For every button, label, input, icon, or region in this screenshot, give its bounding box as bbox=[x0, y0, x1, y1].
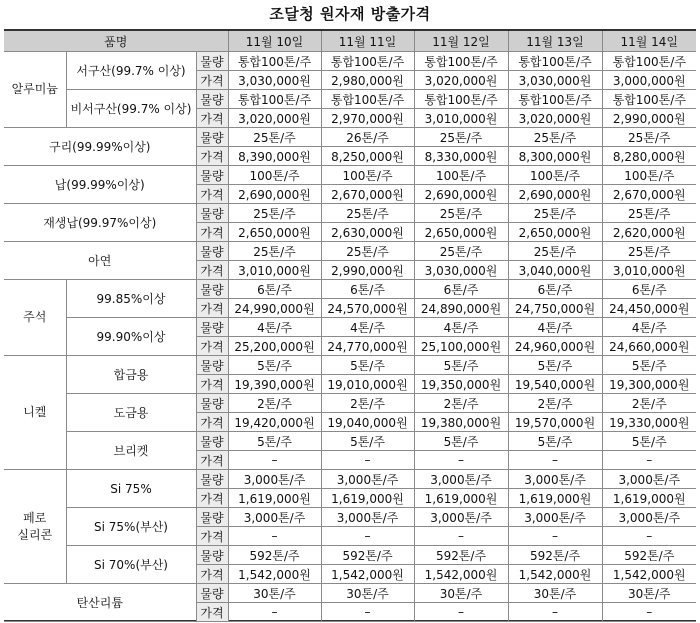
price-cell: 1,619,000원 bbox=[508, 489, 602, 508]
quantity-cell: 25톤/주 bbox=[321, 204, 414, 223]
table-row bbox=[4, 52, 696, 71]
date-header: 11월 13일 bbox=[508, 31, 602, 52]
quantity-cell: 6톤/주 bbox=[228, 280, 321, 299]
quantity-cell: 3,000톤/주 bbox=[321, 470, 414, 489]
price-cell: 2,670,000원 bbox=[602, 185, 696, 204]
price-cell: 19,420,000원 bbox=[228, 413, 321, 432]
quantity-cell: 3,000톤/주 bbox=[602, 470, 696, 489]
quantity-cell: 5톤/주 bbox=[321, 356, 414, 375]
quantity-cell: 2톤/주 bbox=[321, 394, 414, 413]
quantity-cell: 4톤/주 bbox=[508, 318, 602, 337]
price-cell: – bbox=[228, 527, 321, 546]
price-label: 가격 bbox=[196, 299, 228, 318]
quantity-cell: 30톤/주 bbox=[228, 584, 321, 603]
subitem-name-cell: 합금용 bbox=[66, 356, 196, 394]
table-row bbox=[4, 204, 696, 223]
quantity-label: 물량 bbox=[196, 546, 228, 565]
price-cell: 2,990,000원 bbox=[602, 109, 696, 128]
price-cell: 3,000,000원 bbox=[602, 71, 696, 90]
item-name-cell: 구리(99.99%이상) bbox=[4, 128, 196, 166]
item-name-cell: 납(99.99%이상) bbox=[4, 166, 196, 204]
quantity-cell: 통합100톤/주 bbox=[414, 52, 508, 71]
table-row bbox=[4, 90, 696, 109]
quantity-cell: 5톤/주 bbox=[321, 432, 414, 451]
quantity-cell: 30톤/주 bbox=[321, 584, 414, 603]
price-cell: 3,040,000원 bbox=[508, 261, 602, 280]
price-cell: 1,542,000원 bbox=[321, 565, 414, 584]
date-header: 11월 11일 bbox=[321, 31, 414, 52]
group-name-cell: 페로 실리콘 bbox=[4, 470, 66, 584]
subitem-name-cell: 99.85%이상 bbox=[66, 280, 196, 318]
quantity-cell: 25톤/주 bbox=[414, 204, 508, 223]
quantity-cell: 5톤/주 bbox=[602, 432, 696, 451]
quantity-cell: 5톤/주 bbox=[414, 432, 508, 451]
table-row bbox=[4, 584, 696, 603]
table-row bbox=[4, 280, 696, 299]
price-label: 가격 bbox=[196, 337, 228, 356]
price-cell: 2,990,000원 bbox=[321, 261, 414, 280]
price-cell: – bbox=[602, 527, 696, 546]
quantity-cell: 25톤/주 bbox=[228, 204, 321, 223]
price-cell: 24,750,000원 bbox=[508, 299, 602, 318]
quantity-cell: 592톤/주 bbox=[228, 546, 321, 565]
table-row bbox=[4, 508, 696, 527]
quantity-cell: 5톤/주 bbox=[508, 432, 602, 451]
quantity-cell: 100톤/주 bbox=[228, 166, 321, 185]
quantity-cell: 3,000톤/주 bbox=[321, 508, 414, 527]
quantity-cell: 592톤/주 bbox=[508, 546, 602, 565]
price-cell: 24,890,000원 bbox=[414, 299, 508, 318]
price-cell: 2,690,000원 bbox=[414, 185, 508, 204]
price-label: 가격 bbox=[196, 185, 228, 204]
price-cell: – bbox=[414, 527, 508, 546]
price-cell: 19,010,000원 bbox=[321, 375, 414, 394]
quantity-cell: 3,000톤/주 bbox=[508, 508, 602, 527]
price-cell: 24,770,000원 bbox=[321, 337, 414, 356]
subitem-name-cell: Si 75% bbox=[66, 470, 196, 508]
subitem-name-cell: 비서구산(99.7% 이상) bbox=[66, 90, 196, 128]
quantity-cell: 592톤/주 bbox=[602, 546, 696, 565]
item-name-cell: 탄산리튬 bbox=[4, 584, 196, 622]
subitem-name-cell: 99.90%이상 bbox=[66, 318, 196, 356]
quantity-cell: 6톤/주 bbox=[414, 280, 508, 299]
quantity-cell: 4톤/주 bbox=[602, 318, 696, 337]
quantity-cell: 30톤/주 bbox=[414, 584, 508, 603]
quantity-cell: 3,000톤/주 bbox=[228, 470, 321, 489]
quantity-cell: 3,000톤/주 bbox=[414, 470, 508, 489]
price-cell: – bbox=[602, 603, 696, 622]
header-row bbox=[4, 31, 696, 52]
quantity-cell: 통합100톤/주 bbox=[602, 52, 696, 71]
date-header: 11월 12일 bbox=[414, 31, 508, 52]
quantity-label: 물량 bbox=[196, 128, 228, 147]
price-label: 가격 bbox=[196, 71, 228, 90]
quantity-cell: 100톤/주 bbox=[602, 166, 696, 185]
quantity-cell: 5톤/주 bbox=[228, 432, 321, 451]
page-title: 조달청 원자재 방출가격 bbox=[269, 5, 431, 23]
item-name-cell: 아연 bbox=[4, 242, 196, 280]
price-cell: 8,300,000원 bbox=[508, 147, 602, 166]
price-cell: 1,542,000원 bbox=[414, 565, 508, 584]
price-cell: 1,619,000원 bbox=[602, 489, 696, 508]
price-label: 가격 bbox=[196, 375, 228, 394]
price-cell: – bbox=[508, 527, 602, 546]
price-label: 가격 bbox=[196, 413, 228, 432]
price-cell: 19,040,000원 bbox=[321, 413, 414, 432]
quantity-cell: 100톤/주 bbox=[414, 166, 508, 185]
price-cell: 1,619,000원 bbox=[321, 489, 414, 508]
quantity-cell: 5톤/주 bbox=[602, 356, 696, 375]
quantity-cell: 4톤/주 bbox=[321, 318, 414, 337]
quantity-cell: 통합100톤/주 bbox=[508, 52, 602, 71]
price-cell: 25,100,000원 bbox=[414, 337, 508, 356]
price-cell: 1,542,000원 bbox=[508, 565, 602, 584]
price-cell: 25,200,000원 bbox=[228, 337, 321, 356]
price-cell: 24,660,000원 bbox=[602, 337, 696, 356]
price-cell: 3,020,000원 bbox=[228, 109, 321, 128]
quantity-cell: 통합100톤/주 bbox=[321, 90, 414, 109]
price-table-wrapper bbox=[4, 29, 696, 622]
price-cell: 3,020,000원 bbox=[508, 109, 602, 128]
price-cell: 24,990,000원 bbox=[228, 299, 321, 318]
quantity-cell: 4톤/주 bbox=[228, 318, 321, 337]
price-cell: 3,030,000원 bbox=[414, 261, 508, 280]
quantity-cell: 4톤/주 bbox=[414, 318, 508, 337]
price-cell: 2,970,000원 bbox=[321, 109, 414, 128]
quantity-label: 물량 bbox=[196, 508, 228, 527]
price-cell: 19,350,000원 bbox=[414, 375, 508, 394]
price-cell: – bbox=[321, 451, 414, 470]
price-cell: – bbox=[414, 451, 508, 470]
quantity-cell: 25톤/주 bbox=[602, 204, 696, 223]
quantity-cell: 25톤/주 bbox=[228, 242, 321, 261]
price-cell: 3,030,000원 bbox=[228, 71, 321, 90]
table-row bbox=[4, 394, 696, 413]
quantity-cell: 30톤/주 bbox=[508, 584, 602, 603]
quantity-cell: 3,000톤/주 bbox=[228, 508, 321, 527]
subitem-name-cell: 브리켓 bbox=[66, 432, 196, 470]
price-cell: 24,450,000원 bbox=[602, 299, 696, 318]
table-row bbox=[4, 470, 696, 489]
subitem-name-cell: Si 75%(부산) bbox=[66, 508, 196, 546]
price-label: 가격 bbox=[196, 565, 228, 584]
quantity-cell: 26톤/주 bbox=[321, 128, 414, 147]
quantity-cell: 2톤/주 bbox=[414, 394, 508, 413]
price-cell: – bbox=[414, 603, 508, 622]
quantity-cell: 통합100톤/주 bbox=[228, 90, 321, 109]
price-cell: 2,980,000원 bbox=[321, 71, 414, 90]
price-cell: – bbox=[508, 451, 602, 470]
quantity-cell: 5톤/주 bbox=[414, 356, 508, 375]
quantity-cell: 통합100톤/주 bbox=[602, 90, 696, 109]
price-cell: 3,010,000원 bbox=[414, 109, 508, 128]
price-cell: 3,020,000원 bbox=[414, 71, 508, 90]
price-cell: 1,619,000원 bbox=[414, 489, 508, 508]
price-cell: 2,670,000원 bbox=[321, 185, 414, 204]
quantity-label: 물량 bbox=[196, 470, 228, 489]
item-name-cell: 재생납(99.97%이상) bbox=[4, 204, 196, 242]
quantity-cell: 592톤/주 bbox=[321, 546, 414, 565]
price-cell: 8,250,000원 bbox=[321, 147, 414, 166]
quantity-label: 물량 bbox=[196, 242, 228, 261]
date-header: 11월 14일 bbox=[602, 31, 696, 52]
table-row bbox=[4, 128, 696, 147]
quantity-label: 물량 bbox=[196, 432, 228, 451]
price-table-body bbox=[4, 52, 696, 622]
price-cell: – bbox=[228, 451, 321, 470]
quantity-label: 물량 bbox=[196, 204, 228, 223]
price-label: 가격 bbox=[196, 527, 228, 546]
table-row bbox=[4, 242, 696, 261]
subitem-name-cell: Si 70%(부산) bbox=[66, 546, 196, 584]
quantity-label: 물량 bbox=[196, 356, 228, 375]
price-cell: 1,542,000원 bbox=[602, 565, 696, 584]
price-cell: 2,620,000원 bbox=[602, 223, 696, 242]
price-cell: 19,570,000원 bbox=[508, 413, 602, 432]
price-cell: 3,030,000원 bbox=[508, 71, 602, 90]
quantity-cell: 통합100톤/주 bbox=[414, 90, 508, 109]
group-name-cell: 주석 bbox=[4, 280, 66, 356]
price-cell: – bbox=[228, 603, 321, 622]
subitem-name-cell: 도금용 bbox=[66, 394, 196, 432]
quantity-cell: 3,000톤/주 bbox=[414, 508, 508, 527]
quantity-cell: 25톤/주 bbox=[414, 128, 508, 147]
price-cell: – bbox=[321, 603, 414, 622]
quantity-cell: 2톤/주 bbox=[508, 394, 602, 413]
price-cell: 1,619,000원 bbox=[228, 489, 321, 508]
price-cell: 19,540,000원 bbox=[508, 375, 602, 394]
quantity-label: 물량 bbox=[196, 90, 228, 109]
price-label: 가격 bbox=[196, 603, 228, 622]
price-cell: 2,650,000원 bbox=[228, 223, 321, 242]
price-cell: 2,650,000원 bbox=[414, 223, 508, 242]
subitem-name-cell: 서구산(99.7% 이상) bbox=[66, 52, 196, 90]
quantity-cell: 2톤/주 bbox=[228, 394, 321, 413]
quantity-cell: 6톤/주 bbox=[602, 280, 696, 299]
quantity-cell: 25톤/주 bbox=[508, 128, 602, 147]
price-cell: – bbox=[321, 527, 414, 546]
table-row bbox=[4, 318, 696, 337]
group-name-cell: 니켈 bbox=[4, 356, 66, 470]
table-row bbox=[4, 432, 696, 451]
quantity-cell: 3,000톤/주 bbox=[508, 470, 602, 489]
price-cell: 2,690,000원 bbox=[508, 185, 602, 204]
price-cell: 8,280,000원 bbox=[602, 147, 696, 166]
quantity-cell: 25톤/주 bbox=[321, 242, 414, 261]
quantity-cell: 통합100톤/주 bbox=[508, 90, 602, 109]
price-cell: 24,570,000원 bbox=[321, 299, 414, 318]
quantity-cell: 25톤/주 bbox=[602, 242, 696, 261]
price-cell: 24,960,000원 bbox=[508, 337, 602, 356]
price-label: 가격 bbox=[196, 147, 228, 166]
price-cell: 19,330,000원 bbox=[602, 413, 696, 432]
group-name-cell: 알루미늄 bbox=[4, 52, 66, 128]
quantity-label: 물량 bbox=[196, 584, 228, 603]
date-header: 11월 10일 bbox=[228, 31, 321, 52]
quantity-cell: 25톤/주 bbox=[602, 128, 696, 147]
quantity-cell: 100톤/주 bbox=[321, 166, 414, 185]
price-cell: 2,630,000원 bbox=[321, 223, 414, 242]
price-cell: 19,390,000원 bbox=[228, 375, 321, 394]
price-table bbox=[4, 31, 696, 622]
quantity-cell: 100톤/주 bbox=[508, 166, 602, 185]
quantity-cell: 25톤/주 bbox=[228, 128, 321, 147]
quantity-cell: 통합100톤/주 bbox=[228, 52, 321, 71]
price-label: 가격 bbox=[196, 451, 228, 470]
price-cell: 8,390,000원 bbox=[228, 147, 321, 166]
quantity-cell: 30톤/주 bbox=[602, 584, 696, 603]
quantity-cell: 2톤/주 bbox=[602, 394, 696, 413]
price-cell: 2,690,000원 bbox=[228, 185, 321, 204]
price-cell: 8,330,000원 bbox=[414, 147, 508, 166]
quantity-cell: 25톤/주 bbox=[508, 204, 602, 223]
quantity-cell: 5톤/주 bbox=[228, 356, 321, 375]
quantity-label: 물량 bbox=[196, 52, 228, 71]
quantity-cell: 592톤/주 bbox=[414, 546, 508, 565]
quantity-cell: 25톤/주 bbox=[508, 242, 602, 261]
quantity-cell: 6톤/주 bbox=[508, 280, 602, 299]
price-label: 가격 bbox=[196, 223, 228, 242]
price-label: 가격 bbox=[196, 261, 228, 280]
quantity-cell: 25톤/주 bbox=[414, 242, 508, 261]
quantity-label: 물량 bbox=[196, 394, 228, 413]
table-row bbox=[4, 356, 696, 375]
price-cell: 1,542,000원 bbox=[228, 565, 321, 584]
quantity-label: 물량 bbox=[196, 318, 228, 337]
quantity-cell: 3,000톤/주 bbox=[602, 508, 696, 527]
price-cell: 19,380,000원 bbox=[414, 413, 508, 432]
price-cell: 2,650,000원 bbox=[508, 223, 602, 242]
price-cell: – bbox=[508, 603, 602, 622]
price-cell: – bbox=[602, 451, 696, 470]
price-cell: 3,010,000원 bbox=[228, 261, 321, 280]
table-row bbox=[4, 546, 696, 565]
quantity-cell: 통합100톤/주 bbox=[321, 52, 414, 71]
price-label: 가격 bbox=[196, 489, 228, 508]
quantity-label: 물량 bbox=[196, 280, 228, 299]
price-label: 가격 bbox=[196, 109, 228, 128]
quantity-cell: 6톤/주 bbox=[321, 280, 414, 299]
table-row bbox=[4, 166, 696, 185]
price-cell: 19,300,000원 bbox=[602, 375, 696, 394]
quantity-cell: 5톤/주 bbox=[508, 356, 602, 375]
quantity-label: 물량 bbox=[196, 166, 228, 185]
item-name-header: 품명 bbox=[4, 31, 228, 52]
price-cell: 3,010,000원 bbox=[602, 261, 696, 280]
